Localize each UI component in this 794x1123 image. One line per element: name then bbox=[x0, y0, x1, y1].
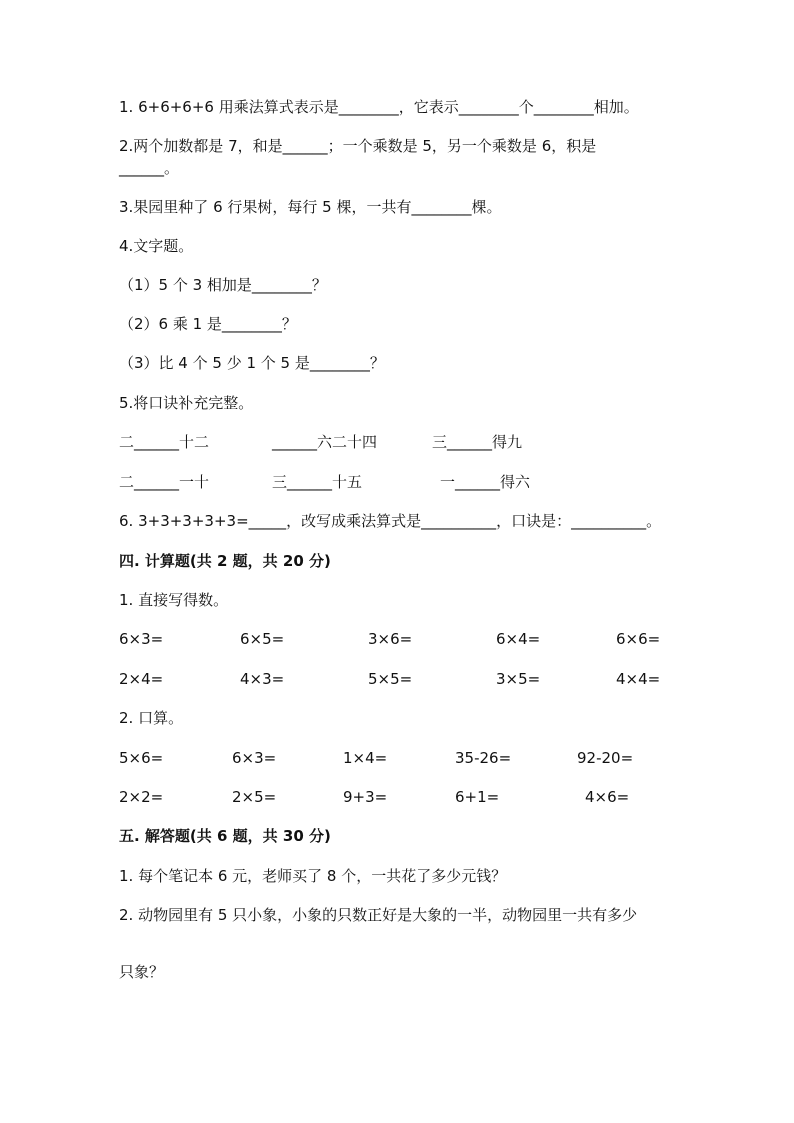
mnemonic-blank: 二______十二 bbox=[119, 433, 210, 451]
section-5-question-1: 1. 每个笔记本 6 元，老师买了 8 个，一共花了多少元钱？ bbox=[119, 867, 507, 885]
question-3: 3.果园里种了 6 行果树，每行 5 棵，一共有________棵。 bbox=[119, 198, 502, 216]
calc-item: 1×4= bbox=[343, 749, 388, 767]
calc-item: 3×5= bbox=[496, 670, 541, 688]
calc-item: 4×6= bbox=[585, 788, 630, 806]
question-4-title: 4.文字题。 bbox=[119, 237, 194, 255]
question-6: 6. 3+3+3+3+3=_____，改写成乘法算式是__________，口诀是：__________。 bbox=[119, 512, 662, 530]
section-5-heading: 五. 解答题(共 6 题，共 30 分) bbox=[119, 827, 331, 845]
question-2-line-1: 2.两个加数都是 7，和是______；一个乘数是 5，另一个乘数是 6，积是 bbox=[119, 137, 597, 155]
calc-item: 6×3= bbox=[119, 630, 164, 648]
question-1: 1. 6+6+6+6 用乘法算式表示是________，它表示________个________相加。 bbox=[119, 98, 639, 116]
calc-item: 2×5= bbox=[232, 788, 277, 806]
mnemonic-blank: ______六二十四 bbox=[272, 433, 378, 451]
calc-item: 5×6= bbox=[119, 749, 164, 767]
mnemonic-blank: 二______一十 bbox=[119, 473, 210, 491]
section-4-question-1-title: 1. 直接写得数。 bbox=[119, 591, 229, 609]
mnemonic-blank: 三______得九 bbox=[432, 433, 523, 451]
calc-item: 6×5= bbox=[240, 630, 285, 648]
calc-item: 6×3= bbox=[232, 749, 277, 767]
calc-item: 3×6= bbox=[368, 630, 413, 648]
section-4-question-2-title: 2. 口算。 bbox=[119, 709, 184, 727]
calc-item: 92-20= bbox=[577, 749, 634, 767]
calc-item: 6+1= bbox=[455, 788, 500, 806]
calc-item: 9+3= bbox=[343, 788, 388, 806]
calc-item: 6×6= bbox=[616, 630, 661, 648]
section-5-question-2-line-2: 只象？ bbox=[119, 963, 165, 981]
calc-item: 4×4= bbox=[616, 670, 661, 688]
section-4-heading: 四. 计算题(共 2 题，共 20 分) bbox=[119, 552, 331, 570]
question-5-title: 5.将口诀补充完整。 bbox=[119, 394, 254, 412]
question-4-item-1: （1）5 个 3 相加是________？ bbox=[119, 276, 327, 294]
mnemonic-blank: 一______得六 bbox=[440, 473, 531, 491]
mnemonic-blank: 三______十五 bbox=[272, 473, 363, 491]
section-5-question-2-line-1: 2. 动物园里有 5 只小象，小象的只数正好是大象的一半，动物园里一共有多少 bbox=[119, 906, 638, 924]
calc-item: 5×5= bbox=[368, 670, 413, 688]
calc-item: 2×2= bbox=[119, 788, 164, 806]
calc-item: 35-26= bbox=[455, 749, 512, 767]
calc-item: 4×3= bbox=[240, 670, 285, 688]
calc-item: 2×4= bbox=[119, 670, 164, 688]
question-4-item-3: （3）比 4 个 5 少 1 个 5 是________？ bbox=[119, 354, 385, 372]
calc-item: 6×4= bbox=[496, 630, 541, 648]
question-4-item-2: （2）6 乘 1 是________？ bbox=[119, 315, 297, 333]
question-2-line-2: ______。 bbox=[119, 159, 180, 177]
